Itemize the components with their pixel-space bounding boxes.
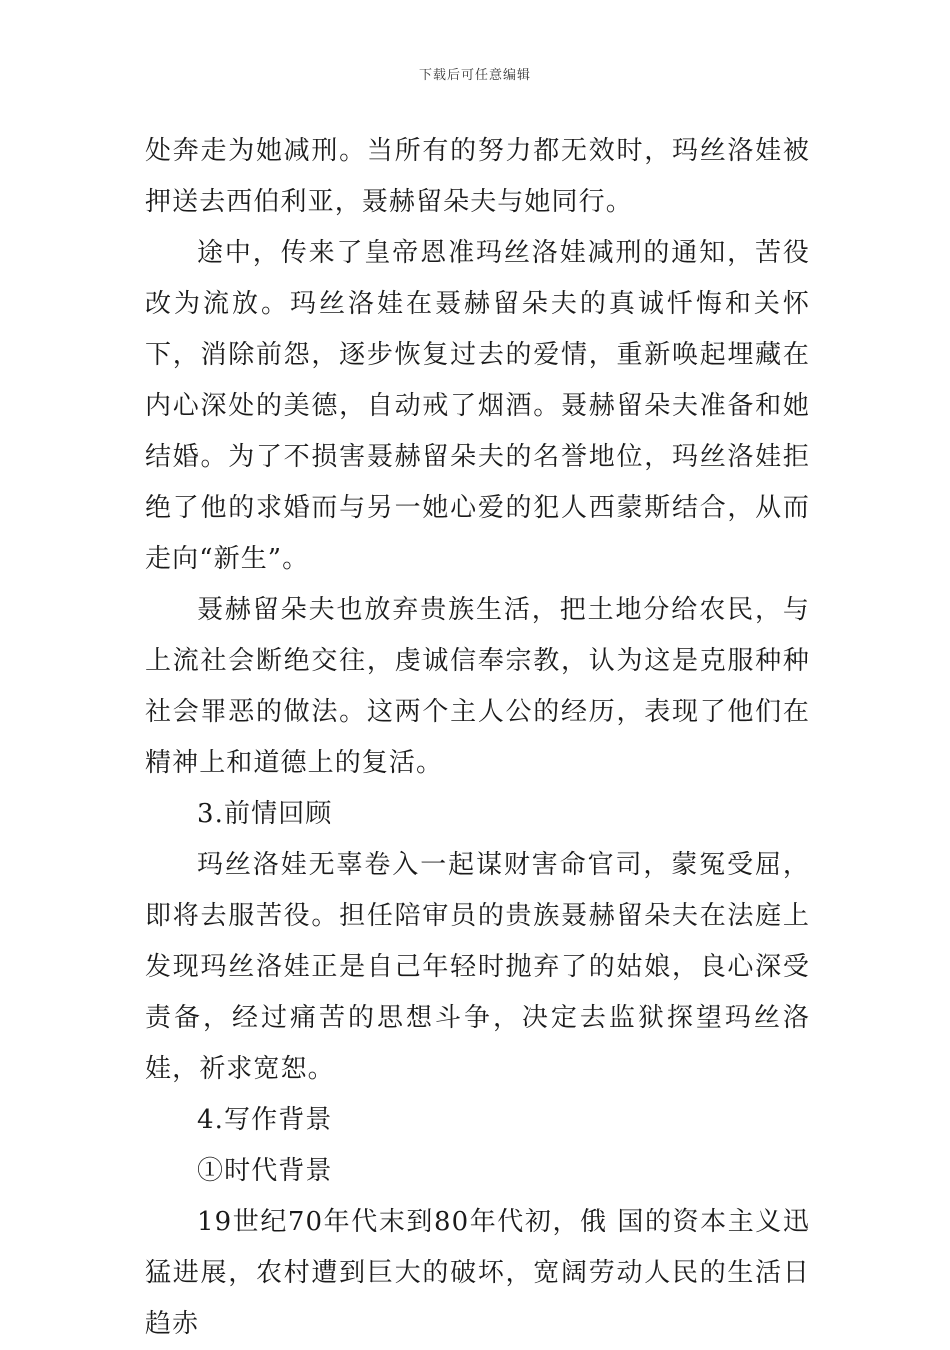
paragraph: 19世纪70年代末到80年代初，俄 国的资本主义迅猛进展，农村遭到巨大的破坏，宽阔劳动人民的生活日趋赤 [145,1207,810,1339]
paragraph: 玛丝洛娃无辜卷入一起谋财害命官司，蒙冤受屈，即将去服苦役。担任陪审员的贵族聂赫留朵夫在法庭上发现玛丝洛娃正是自己年轻时抛弃了的姑娘，良心深受责备，经过痛苦的思想斗争，决定去监狱探望玛丝洛娃，祈求宽恕。 [145,850,810,1084]
paragraph: 途中，传来了皇帝恩准玛丝洛娃减刑的通知，苦役改为流放。玛丝洛娃在聂赫留朵夫的真诚忏悔和关怀下，消除前怨，逐步恢复过去的爱情，重新唤起埋藏在内心深处的美德，自动戒了烟酒。聂赫留朵夫准备和她结婚。为了不损害聂赫留朵夫的名誉地位，玛丝洛娃拒绝了他的求婚而与另一她心爱的犯人西蒙斯结合，从而走向“新生”。 [145,238,810,574]
section-heading: 3.前情回顾 [197,799,333,829]
paragraph: 聂赫留朵夫也放弃贵族生活，把土地分给农民，与上流社会断绝交往，虔诚信奉宗教，认为这是克服种种社会罪恶的做法。这两个主人公的经历，表现了他们在精神上和道德上的复活。 [145,595,810,778]
page-header: 下载后可任意编辑 [418,68,531,83]
section-heading: 4.写作背景 [197,1105,333,1135]
paragraph: 处奔走为她减刑。当所有的努力都无效时，玛丝洛娃被押送去西伯利亚，聂赫留朵夫与她同行。 [145,136,810,217]
subsection-heading: ①时代背景 [197,1156,333,1186]
body-text [145,126,810,1350]
